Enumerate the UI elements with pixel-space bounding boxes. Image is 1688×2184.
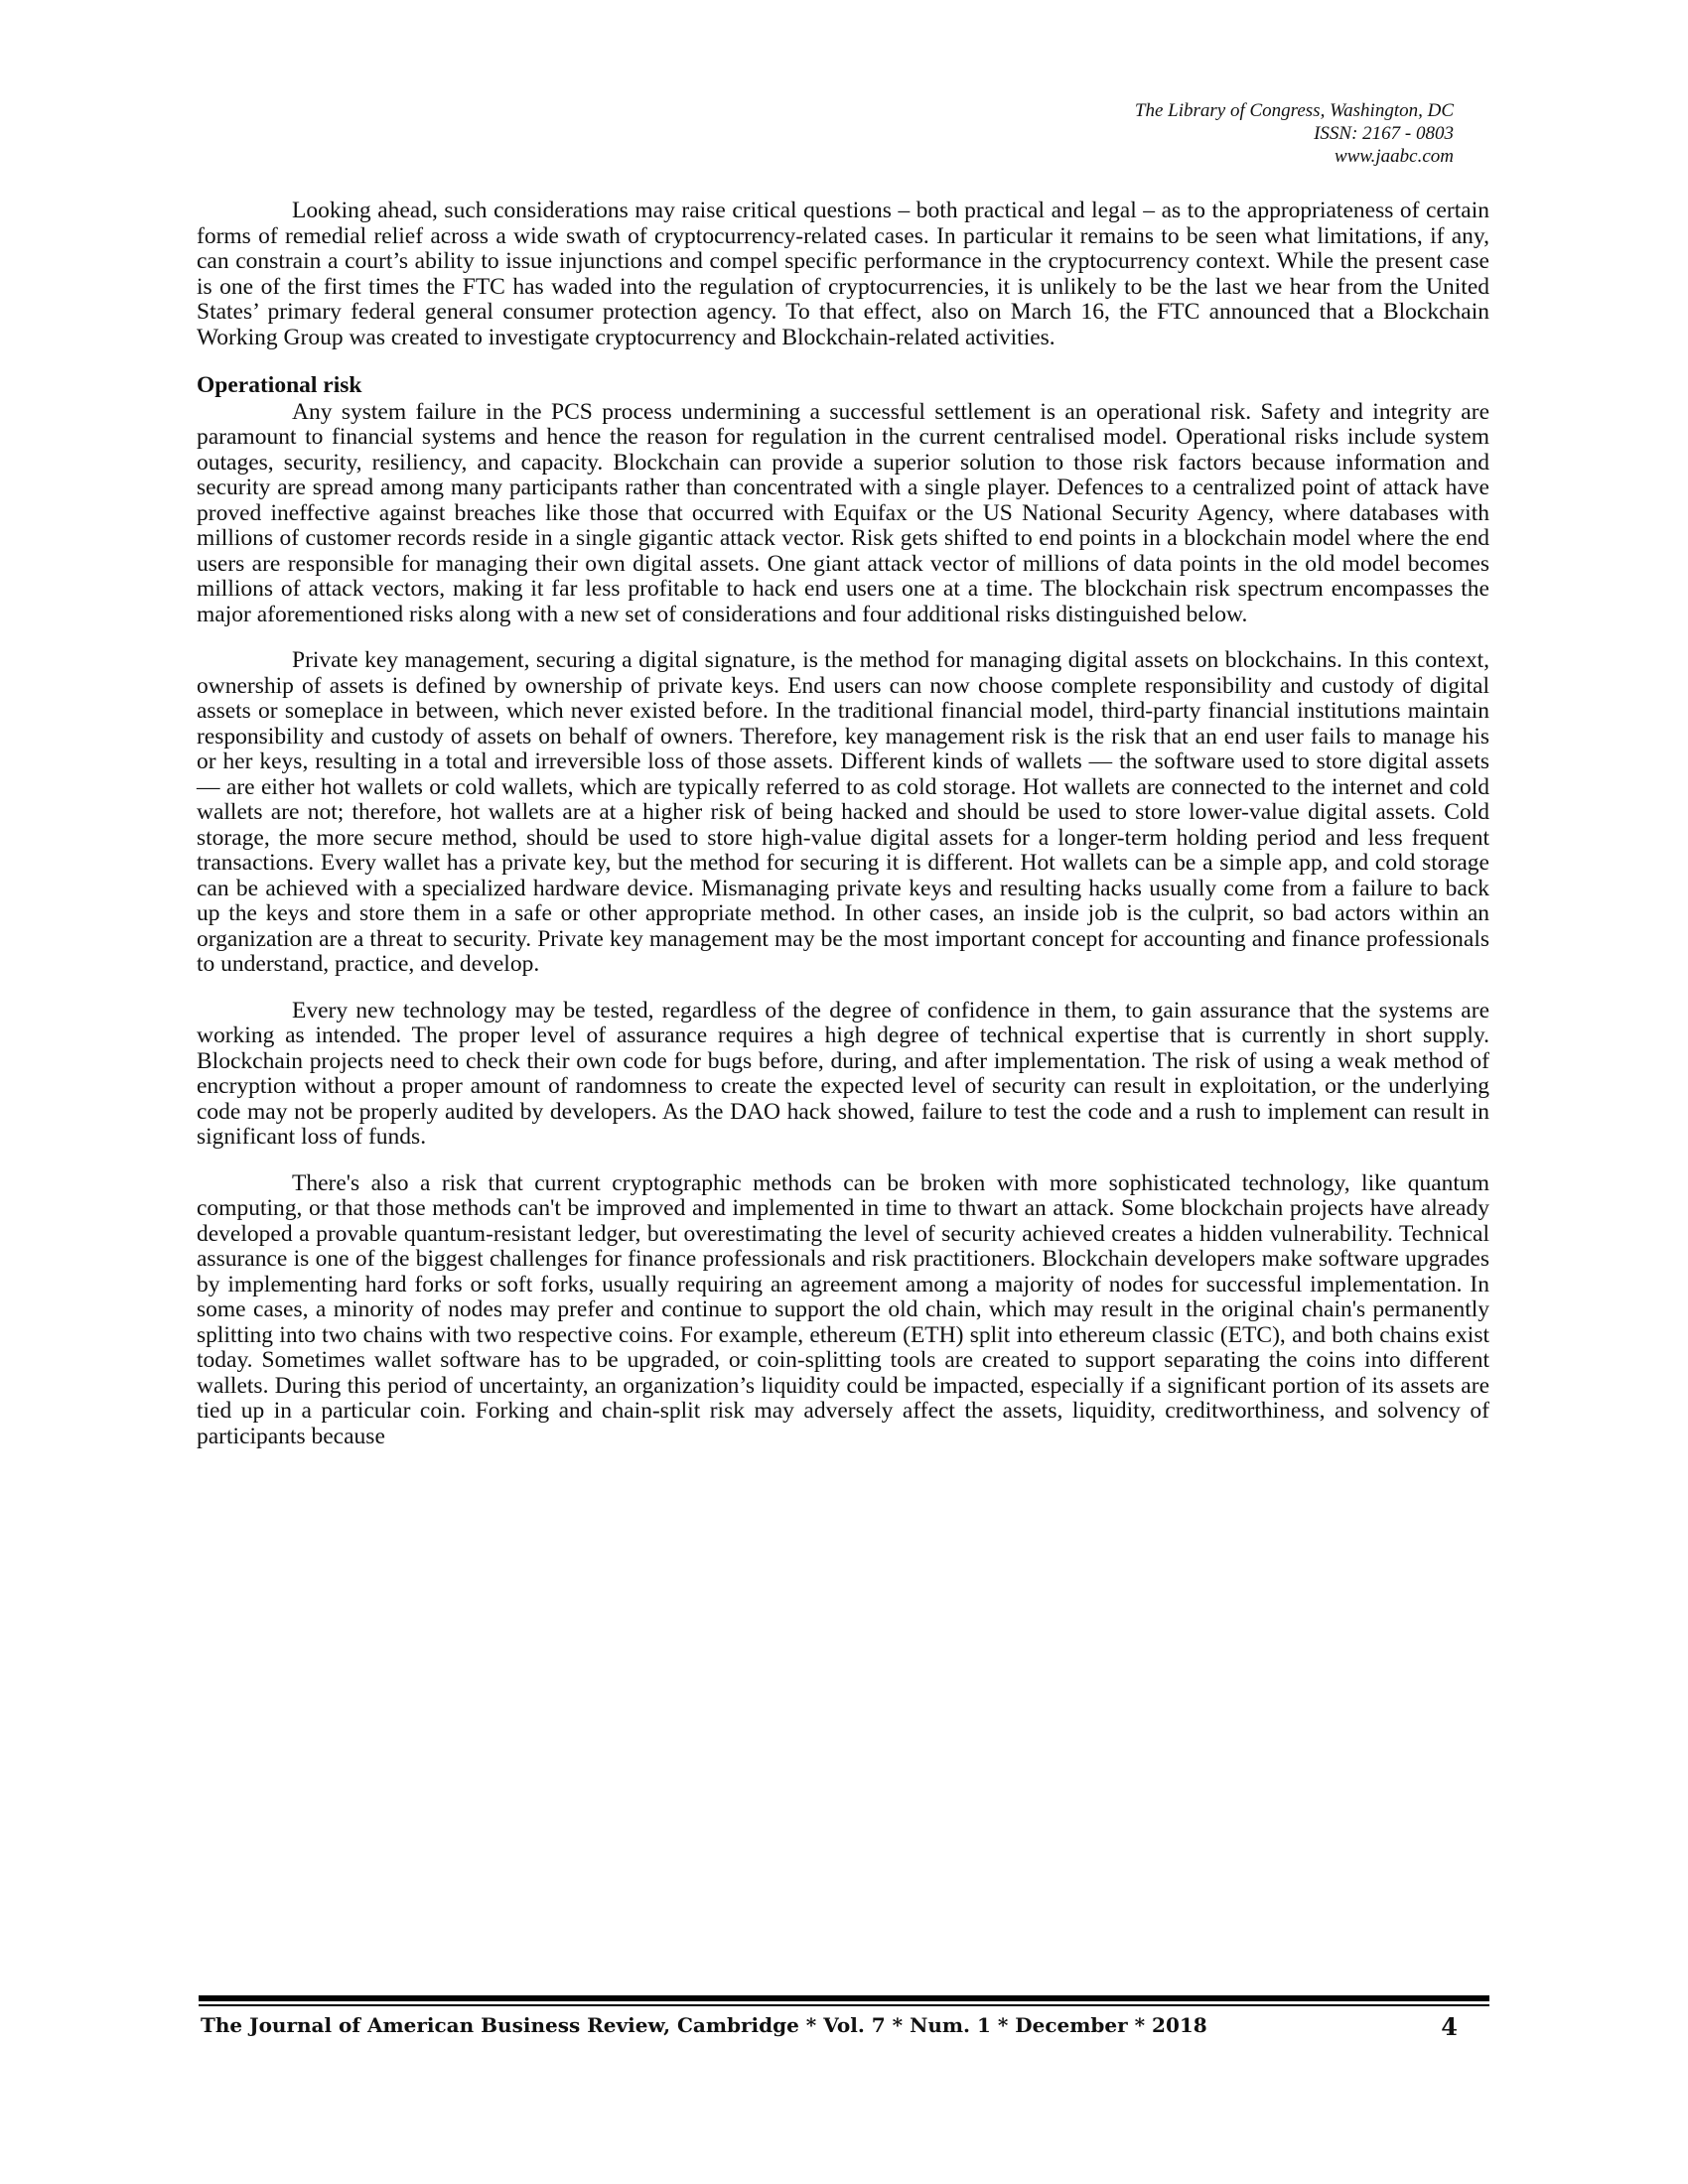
paragraph-remedial-relief: Looking ahead, such considerations may raise critical questions – both practical and legal – as to the appropriateness of certain forms of remedial relief across a wide swath of cryptocurrency-related cases. In particular it remains to be seen what limitations, if any, can constrain a court’s ability to issue injunctions and compel specific performance in the cryptocurrency context. While the present case is one of the first times the FTC has waded into the regulation of cryptocurrencies, it is unlikely to be the last we hear from the United States’ primary federal general consumer protection agency. To that effect, also on March 16, the FTC announced that a Blockchain Working Group was created to investigate cryptocurrency and Blockchain-related activities. [197, 198, 1489, 350]
paragraph-technical-assurance: Every new technology may be tested, regardless of the degree of confidence in them, to gain assurance that the systems are working as intended. The proper level of assurance requires a high degree of technical expertise that is currently in short supply. Blockchain projects need to check their own code for bugs before, during, and after implementation. The risk of using a weak method of encryption without a proper amount of randomness to create the expected level of security can result in exploitation, or the underlying code may not be properly audited by developers. As the DAO hack showed, failure to test the code and a rush to implement can result in significant loss of funds. [197, 997, 1489, 1150]
article-body [197, 199, 1489, 1449]
header-issn: ISSN: 2167 - 0803 [1314, 123, 1454, 144]
running-header [1135, 99, 1454, 168]
paragraph-forking-risk: There's also a risk that current cryptographic methods can be broken with more sophisticated technology, like quantum computing, or that those methods can't be improved and implemented in time to thwart an attack. Some blockchain projects have already developed a provable quantum-resistant ledger, but overestimating the level of security achieved creates a hidden vulnerability. Technical assurance is one of the biggest challenges for finance professionals and risk practitioners. Blockchain developers make software upgrades by implementing hard forks or soft forks, usually requiring an agreement among a majority of nodes for successful implementation. In some cases, a minority of nodes may prefer and continue to support the old chain, which may result in the original chain's permanently splitting into two chains with two respective coins. For example, ethereum (ETH) split into ethereum classic (ETC), and both chains exist today. Sometimes wallet software has to be upgraded, or coin-splitting tools are created to support separating the coins into different wallets. During this period of uncertainty, an organization’s liquidity could be impacted, especially if a significant portion of its assets are tied up in a particular coin. Forking and chain-split risk may adversely affect the assets, liquidity, creditworthiness, and solvency of participants because [197, 1169, 1489, 1449]
paragraph-private-key-management: Private key management, securing a digital signature, is the method for managing digital assets on blockchains. In this context, ownership of assets is defined by ownership of private keys. End users can now choose complete responsibility and custody of digital assets or someplace in between, which never existed before. In the traditional financial model, third-party financial institutions maintain responsibility and custody of assets on behalf of owners. Therefore, key management risk is the risk that an end user fails to manage his or her keys, resulting in a total and irreversible loss of those assets. Different kinds of wallets — the software used to store digital assets — are either hot wallets or cold wallets, which are typically referred to as cold storage. Hot wallets are connected to the internet and cold wallets are not; therefore, hot wallets are at a higher risk of being hacked and should be used to store lower-value digital assets. Cold storage, the more secure method, should be used to store high-value digital assets for a longer-term holding period and less frequent transactions. Every wallet has a private key, but the method for securing it is different. Hot wallets can be a simple app, and cold storage can be achieved with a specialized hardware device. Mismanaging private keys and resulting hacks usually come from a failure to back up the keys and store them in a safe or other appropriate method. In other cases, an inside job is the culprit, so bad actors within an organization are a threat to security. Private key management may be the most important concept for accounting and finance professionals to understand, practice, and develop. [197, 647, 1489, 977]
footer-journal-citation: The Journal of American Business Review, Cambridge * Vol. 7 * Num. 1 * December * 2018 [201, 2013, 1207, 2037]
footer-rule-thin [199, 2004, 1489, 2006]
header-library: The Library of Congress, Washington, DC [1134, 100, 1454, 121]
running-footer [201, 2010, 1487, 2040]
header-website: www.jaabc.com [1335, 146, 1454, 167]
section-heading-operational-risk: Operational risk [197, 372, 362, 398]
page-number: 4 [1441, 2012, 1458, 2041]
paragraph-operational-risk: Any system failure in the PCS process undermining a successful settlement is an operational risk. Safety and integrity are paramount to financial systems and hence the reason for regulation in the current centralised model. Operational risks include system outages, security, resiliency, and capacity. Blockchain can provide a superior solution to those risk factors because information and security are spread among many participants rather than concentrated with a single player. Defences to a centralized point of attack have proved ineffective against breaches like those that occurred with Equifax or the US National Security Agency, where databases with millions of customer records reside in a single gigantic attack vector. Risk gets shifted to end points in a blockchain model where the end users are responsible for managing their own digital assets. One giant attack vector of millions of data points in the old model becomes millions of attack vectors, making it far less profitable to hack end users one at a time. The blockchain risk spectrum encompasses the major aforementioned risks along with a new set of considerations and four additional risks distinguished below. [197, 398, 1489, 627]
footer-rule-thick [199, 1995, 1489, 2001]
